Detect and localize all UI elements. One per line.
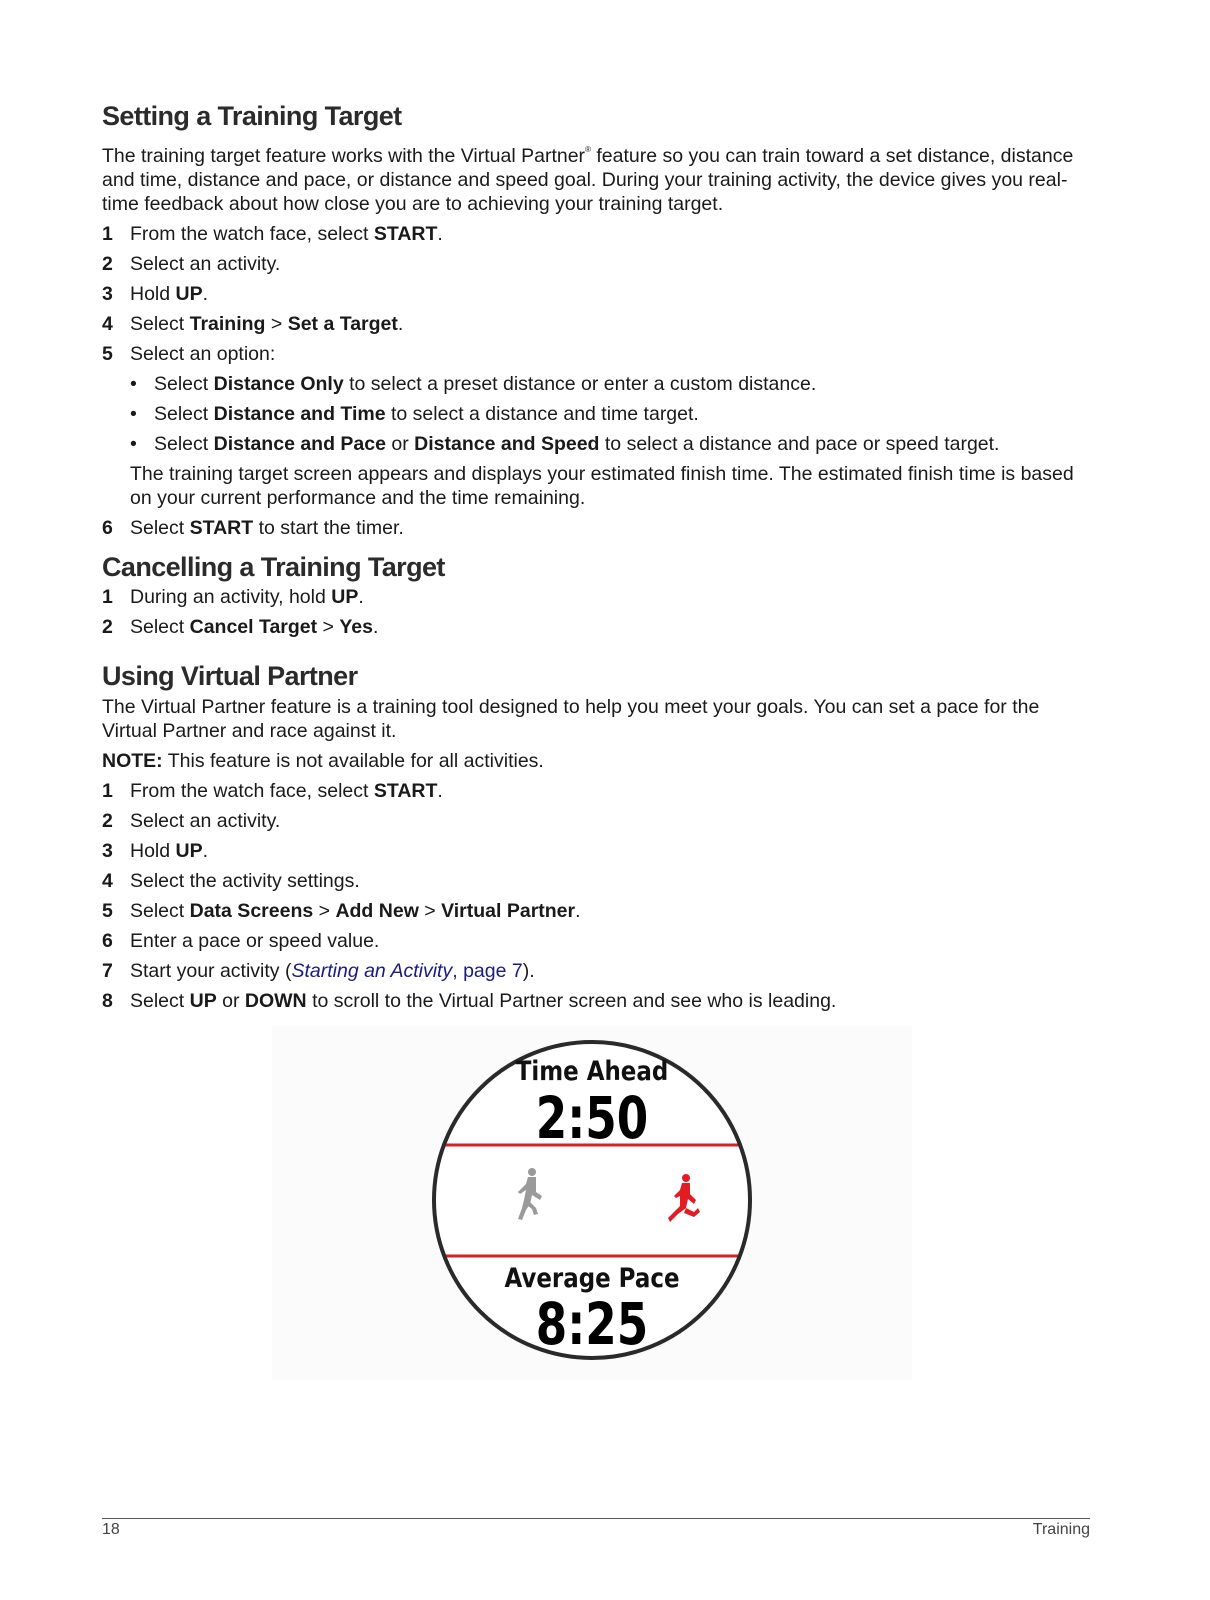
step-item: 2 Select Cancel Target > Yes. [102, 616, 379, 638]
watch-screen-illustration [272, 1026, 912, 1380]
step-item: 1 During an activity, hold UP. [102, 586, 364, 608]
section-name: Training [1032, 1521, 1090, 1538]
step-item: 4 Select Training > Set a Target. [102, 313, 404, 335]
section-title: Cancelling a Training Target [102, 552, 445, 582]
step-item: 1 From the watch face, select START. [102, 780, 443, 802]
registered-mark: ® [585, 145, 591, 154]
section-intro: The Virtual Partner feature is a training tool designed to help you meet your goals. You can set a pace for the Virtual Partner and race against it. [102, 696, 1040, 742]
note: NOTE: This feature is not available for all activities. [102, 750, 544, 772]
time-ahead-value: 2:50 [535, 1085, 649, 1153]
step-item: 6 Enter a pace or speed value. [102, 930, 380, 952]
section-title: Setting a Training Target [102, 101, 402, 131]
step-item: 3 Hold UP. [102, 283, 209, 305]
watch-face [272, 1026, 912, 1380]
average-pace-value: 8:25 [535, 1291, 649, 1359]
step-item: 5 Select Data Screens > Add New > Virtual Partner. [102, 900, 581, 922]
bullet-item: • Select Distance and Pace or Distance and Speed to select a distance and pace or speed target. [130, 433, 1000, 455]
page-number: 18 [102, 1521, 120, 1538]
section-training-target [102, 101, 1092, 540]
step-item: 8 Select UP or DOWN to scroll to the Virtual Partner screen and see who is leading. [102, 990, 837, 1012]
step-item: 1 From the watch face, select START. [102, 223, 443, 245]
time-ahead-label: Time Ahead [515, 1055, 669, 1087]
average-pace-label: Average Pace [504, 1262, 680, 1294]
section-virtual-partner [102, 661, 1092, 1013]
cross-reference-link[interactable]: Starting an Activity, page 7 [291, 960, 523, 982]
section-cancel-target [102, 552, 1092, 639]
step-note: The training target screen appears and displays your estimated finish time. The estimated finish time is based on your current performance and the time remaining. [130, 463, 1074, 509]
step-item: 2 Select an activity. [102, 810, 281, 832]
step-item: 2 Select an activity. [102, 253, 281, 275]
step-item: 7 Start your activity (Starting an Activity, page 7). [102, 960, 535, 982]
step-item: 5 Select an option: [102, 343, 276, 365]
step-item: 6 Select START to start the timer. [102, 517, 404, 539]
step-item: 4 Select the activity settings. [102, 870, 360, 892]
page-footer [102, 1518, 1090, 1539]
step-item: 3 Hold UP. [102, 840, 209, 862]
section-title: Using Virtual Partner [102, 661, 358, 691]
bullet-item: • Select Distance Only to select a preset distance or enter a custom distance. [130, 373, 817, 395]
bullet-item: • Select Distance and Time to select a distance and time target. [130, 403, 699, 425]
section-intro: The training target feature works with the Virtual Partner® feature so you can train toward a set distance, distance and time, distance and pace, or distance and speed goal. During your training activity, the device gives you real-time feedback about how close you are to achieving your training target. [102, 145, 1074, 215]
